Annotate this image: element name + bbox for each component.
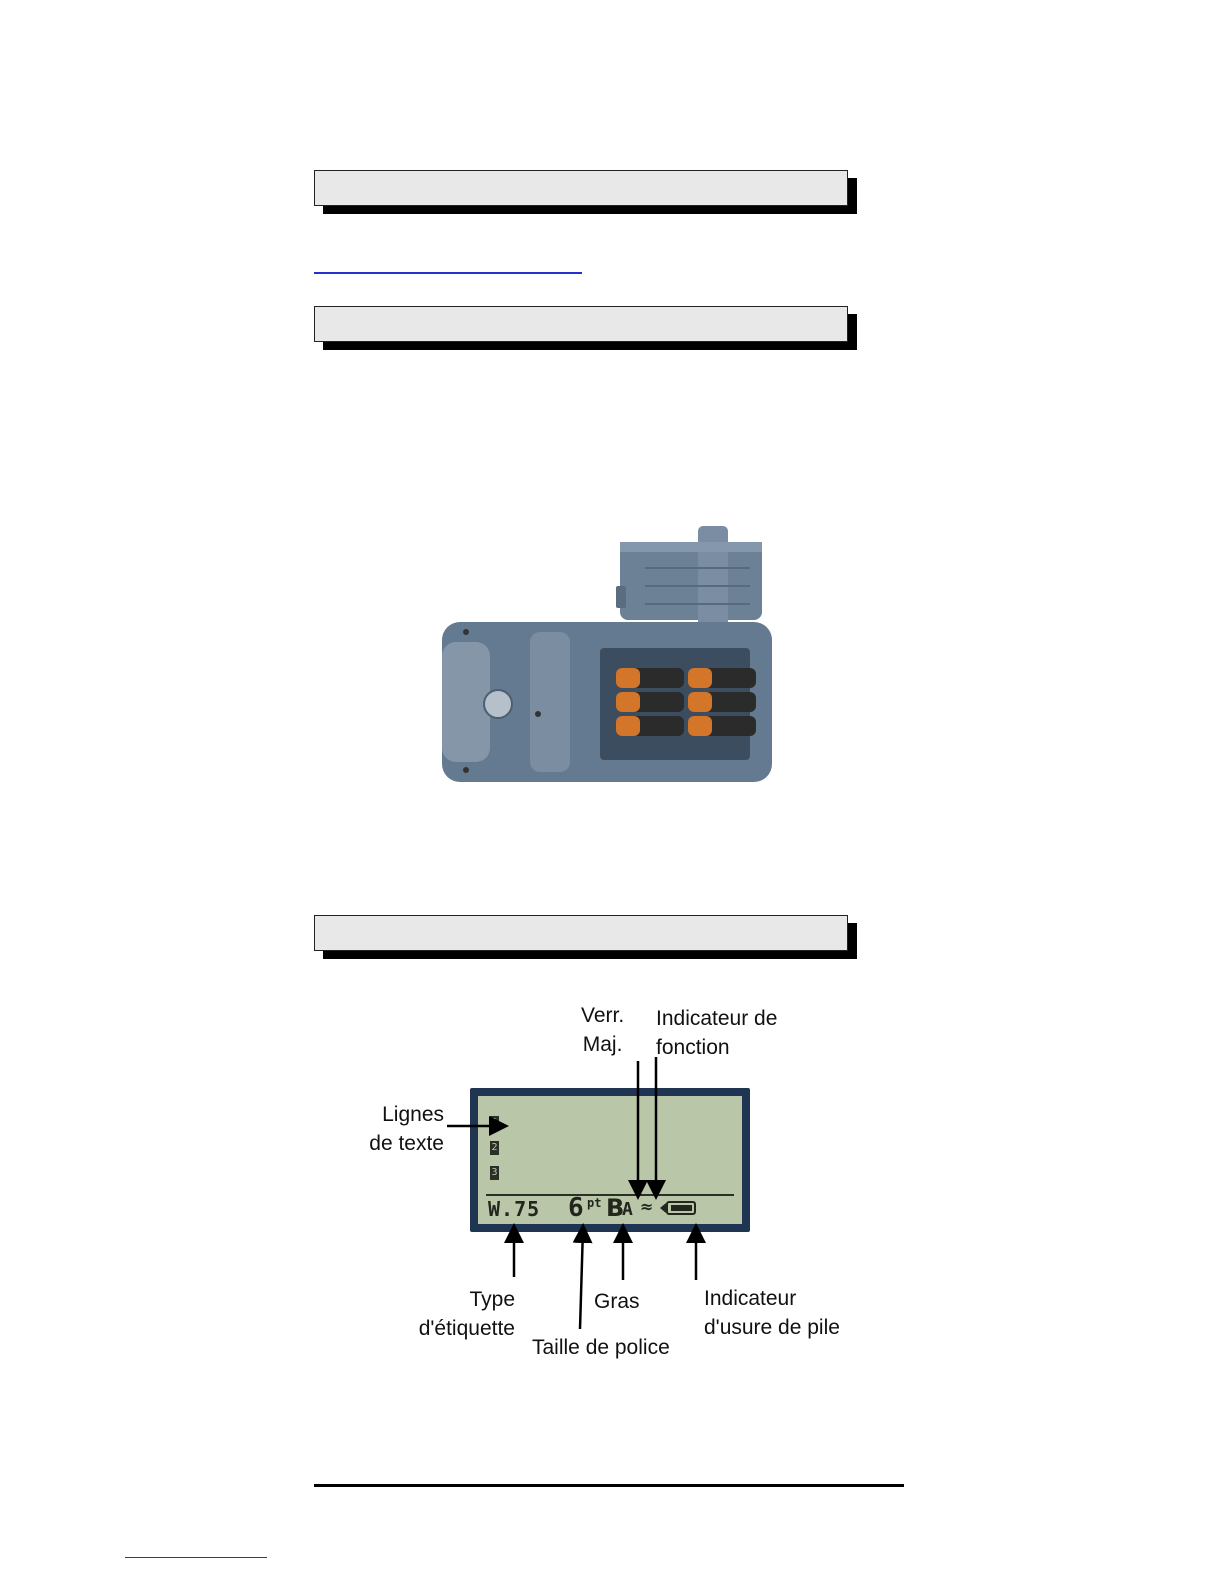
lcd-display-diagram	[355, 995, 875, 1370]
label-label-type-line-2: d'étiquette	[418, 1317, 515, 1340]
text-line-indicator-1: 1	[491, 1117, 498, 1128]
label-caps-lock-line-1: Verr.	[581, 1004, 625, 1027]
text-line-indicator-3: 3	[491, 1167, 498, 1178]
caps-lock-icon: A	[622, 1199, 633, 1220]
section-header-bar-1	[314, 170, 848, 206]
label-text-lines-line-2: de texte	[369, 1132, 444, 1155]
arrow-font-size	[580, 1228, 583, 1329]
label-label-type-line-1: Type	[469, 1288, 515, 1311]
hyperlink-underline[interactable]	[314, 272, 582, 274]
font-size-unit: pt	[587, 1196, 602, 1210]
label-battery-line-1: Indicateur	[704, 1287, 797, 1310]
label-function-line-2: fonction	[656, 1036, 730, 1059]
section-header-bar-3	[314, 915, 848, 951]
battery-compartment-photo	[420, 520, 780, 790]
section-header-bar-2	[314, 306, 848, 342]
footer-rule	[314, 1484, 904, 1487]
label-bold: Gras	[594, 1290, 640, 1313]
label-text-lines-line-1: Lignes	[382, 1103, 444, 1126]
label-caps-lock-line-2: Maj.	[582, 1033, 623, 1056]
label-battery-line-2: d'usure de pile	[704, 1316, 840, 1339]
callout-arrows	[355, 995, 875, 1370]
label-font-size: Taille de police	[532, 1336, 670, 1359]
footer-hyperlink-underline[interactable]	[125, 1557, 267, 1558]
label-function-line-1: Indicateur de	[656, 1007, 778, 1030]
function-indicator-icon: ≈	[640, 1197, 654, 1216]
label-type-value: W.75	[488, 1197, 541, 1221]
battery-cover	[616, 526, 762, 636]
bold-indicator: B	[606, 1194, 625, 1222]
font-size-value: 6	[568, 1193, 584, 1223]
text-line-indicator-2: 2	[491, 1142, 498, 1153]
